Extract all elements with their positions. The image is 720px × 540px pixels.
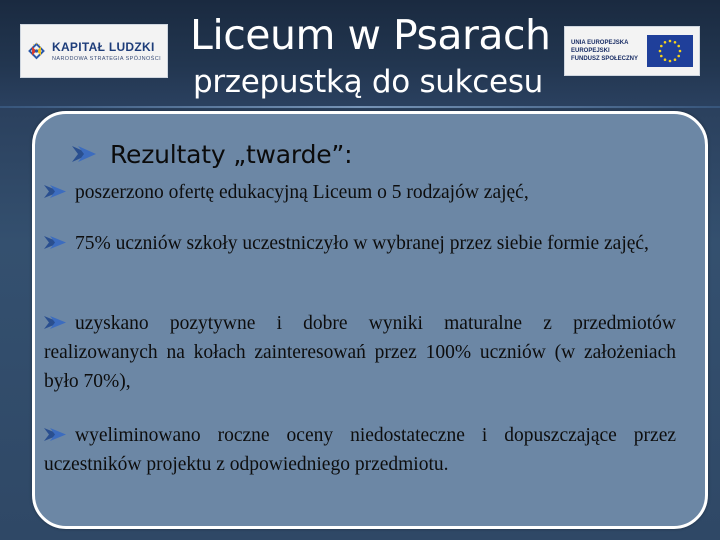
eu-logo-line3: FUNDUSZ SPOŁECZNY — [571, 56, 639, 62]
page-subtitle: przepustką do sukcesu — [192, 64, 544, 100]
eu-logo-line1: UNIA EUROPEJSKA — [571, 40, 629, 46]
arrow-bullet-icon — [44, 184, 68, 199]
page-title: Liceum w Psarach — [190, 11, 551, 59]
eu-logo-line2: EUROPEJSKI — [571, 48, 610, 54]
arrow-bullet-icon — [44, 315, 68, 330]
list-item-text: uzyskano pozytywne i dobre wyniki maturalne z przedmiotów realizowanych na kołach zainteresowań przez 100% uczniów (w założeniach było 70%), — [44, 313, 676, 392]
panel-heading — [72, 137, 352, 171]
list-item — [44, 178, 676, 207]
list-item — [44, 309, 676, 396]
eu-flag-icon — [647, 35, 693, 67]
list-item-text: 75% uczniów szkoły uczestniczyło w wybranej przez siebie formie zajęć, — [75, 233, 649, 254]
kapital-ludzki-subtitle: NARODOWA STRATEGIA SPÓJNOŚCI — [52, 56, 161, 62]
list-item — [44, 421, 676, 479]
list-item-text: wyeliminowano roczne oceny niedostateczne i dopuszczające przez uczestników projektu z odpowiedniego przedmiotu. — [44, 425, 676, 475]
arrow-bullet-icon — [44, 427, 68, 442]
kapital-ludzki-title: KAPITAŁ LUDZKI — [52, 40, 155, 54]
arrow-bullet-icon — [72, 144, 98, 164]
list-item — [44, 229, 676, 258]
kapital-ludzki-emblem-icon — [27, 34, 46, 68]
arrow-bullet-icon — [44, 235, 68, 250]
kapital-ludzki-logo — [20, 24, 168, 78]
eu-logo — [564, 26, 700, 76]
list-item-text: poszerzono ofertę edukacyjną Liceum o 5 rodzajów zajęć, — [75, 182, 529, 203]
heading-text: Rezultaty „twarde”: — [110, 139, 353, 169]
